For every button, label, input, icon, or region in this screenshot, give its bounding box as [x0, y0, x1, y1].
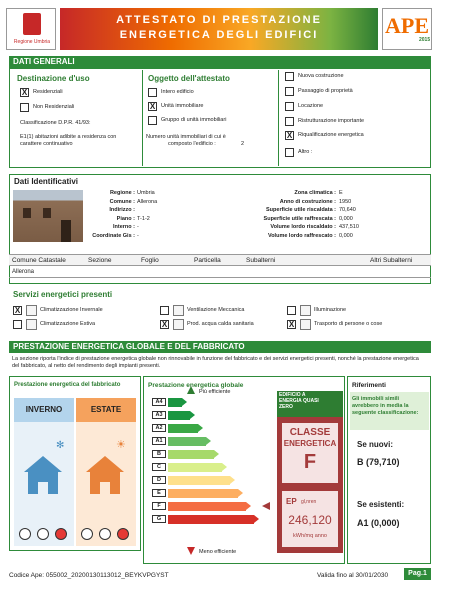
ident-left-value: T-1-2	[137, 215, 150, 222]
dati-generali-bar: DATI GENERALI	[9, 56, 431, 68]
non-residenziali-label: Non Residenziali	[33, 104, 75, 110]
globale-title: Prestazione energetica globale	[148, 382, 244, 389]
classificazione-label: Classificazione D.P.R. 41/93:	[20, 120, 91, 126]
scale-bar	[168, 463, 222, 472]
scale-bar	[168, 437, 206, 446]
servizi-label: Climatizzazione Invernale	[40, 307, 103, 313]
locazione-checkbox[interactable]	[285, 102, 294, 111]
ident-left-label: Indirizzo :	[109, 207, 135, 213]
estate-face-happy-icon	[81, 528, 93, 540]
servizi-title: Servizi energetici presenti	[13, 290, 113, 299]
numero-unita-value: 2	[241, 141, 245, 147]
scale-bar	[168, 424, 198, 433]
locazione-label: Locazione	[298, 103, 324, 109]
servizi-label: Ventilazione Meccanica	[187, 307, 245, 313]
title-line-2: ENERGETICA DEGLI EDIFICI	[119, 29, 319, 41]
numero-unita-label-1: Numero unità immobiliari di cui è	[146, 134, 226, 140]
classe-label-2: ENERGETICA	[283, 439, 337, 448]
residenziali-checkbox[interactable]: X	[21, 88, 28, 97]
photo-window	[43, 208, 51, 218]
meno-efficiente-label: Meno efficiente	[199, 549, 237, 555]
destinazione-title: Destinazione d'uso	[17, 74, 90, 83]
servizi-icon	[26, 319, 37, 330]
unita-immobiliare-label: Unità immobiliare	[161, 103, 204, 109]
servizi-icon	[300, 319, 311, 330]
altro-label: Altro :	[298, 149, 313, 155]
riqualificazione-label: Riqualificazione energetica	[298, 132, 364, 138]
inverno-face-neutral-icon	[37, 528, 49, 540]
ident-right-value: 1950	[339, 198, 352, 205]
estate-panel	[76, 398, 136, 546]
footer-page: Pag.1	[404, 568, 431, 580]
riqualificazione-checkbox[interactable]: X	[286, 131, 293, 140]
ident-left-value: Allerona	[137, 198, 158, 205]
photo-door	[61, 220, 71, 242]
photo-window	[23, 208, 31, 218]
prestazione-bar: PRESTAZIONE ENERGETICA GLOBALE E DEL FABBRICATO	[9, 341, 431, 353]
scale-class-label: E	[152, 489, 166, 497]
scale-bar	[168, 489, 238, 498]
ident-left-value: -	[137, 224, 139, 230]
ident-left-label: Piano :	[116, 215, 135, 222]
footer-codice: Codice Ape: 055002_20200130113012_BEYKVPGYST	[9, 572, 169, 579]
scale-bar	[168, 411, 190, 420]
ident-left-value: -	[137, 232, 139, 239]
intero-edificio-checkbox[interactable]	[148, 88, 157, 97]
scale-class-label: A3	[152, 411, 166, 419]
region-logo	[6, 8, 56, 50]
scale-class-label: B	[152, 450, 166, 458]
residenziali-label: Residenziali	[33, 89, 63, 95]
passaggio-proprieta-label: Passaggio di proprietà	[298, 88, 353, 94]
scale-class-label: A2	[152, 424, 166, 432]
non-residenziali-checkbox[interactable]	[20, 103, 29, 112]
quasi-zero-label: EDIFICIO A ENERGIA QUASI ZERO	[279, 392, 319, 410]
gruppo-unita-label: Gruppo di unità immobiliari	[161, 117, 227, 123]
riferimenti-title: Riferimenti	[352, 382, 386, 389]
intero-edificio-label: Intero edificio	[161, 89, 194, 95]
servizi-checkbox[interactable]: X	[14, 306, 21, 315]
current-class-marker	[262, 502, 270, 510]
dati-identificativi-title: Dati Identificativi	[14, 177, 79, 186]
estate-face-neutral-icon	[99, 528, 111, 540]
scale-bar	[168, 450, 214, 459]
piu-efficiente-label: Più efficiente	[199, 389, 231, 395]
catasto-value-row	[9, 266, 431, 278]
ape-logo	[382, 8, 432, 50]
region-emblem	[23, 13, 41, 35]
inverno-label: INVERNO	[25, 405, 63, 414]
divider-2	[278, 70, 279, 166]
scale-bar	[168, 502, 246, 511]
unita-immobiliare-checkbox[interactable]: X	[149, 102, 156, 111]
inverno-panel	[14, 398, 74, 546]
region-label: Regione Umbria	[13, 39, 51, 45]
scale-class-label: F	[152, 502, 166, 510]
ident-left-label: Interno :	[113, 224, 135, 230]
scale-class-label: C	[152, 463, 166, 471]
fabbricato-title: Prestazione energetica del fabbricato	[14, 382, 121, 388]
se-esistenti-value: A1 (0,000)	[357, 518, 400, 528]
classe-label-1: CLASSE	[289, 427, 331, 438]
servizi-label: Illuminazione	[314, 307, 347, 313]
ident-right-label: Volume lordo raffrescato :	[267, 232, 336, 239]
ident-right-value: 0,000	[339, 215, 353, 222]
ristrutturazione-checkbox[interactable]	[285, 117, 294, 126]
estate-house-icon	[86, 456, 124, 494]
scale-class-label: D	[152, 476, 166, 484]
catasto-header-cell: Particella	[194, 257, 221, 264]
servizi-icon	[26, 305, 37, 316]
title-banner	[60, 8, 378, 50]
divider-1	[142, 70, 143, 166]
servizi-checkbox[interactable]	[13, 320, 22, 329]
oggetto-title: Oggetto dell'attestato	[148, 74, 230, 83]
altro-checkbox[interactable]	[285, 148, 294, 157]
ident-left-label: Comune :	[109, 198, 135, 205]
ep-value: 246,120	[288, 513, 332, 527]
ape-logo-year: 2015	[419, 37, 431, 43]
catasto-header-cell: Comune Catastale	[12, 257, 66, 264]
inverno-face-sad-icon	[55, 528, 67, 540]
servizi-label: Prod. acqua calda sanitaria	[187, 321, 254, 327]
se-nuovi-value: B (79,710)	[357, 457, 400, 467]
title-line-1: ATTESTATO DI PRESTAZIONE	[116, 14, 322, 26]
footer-valido: Valida fino al 30/01/2030	[317, 572, 389, 579]
riferimenti-text: Gli immobili simili avrebbero in media la seguente classificazione:	[352, 396, 419, 416]
servizi-label: Trasporto di persone o cose	[314, 321, 383, 327]
ident-right-value: 437,510	[339, 224, 359, 230]
ep-sub: gl,nren	[301, 499, 317, 505]
ident-right-label: Superficie utile raffrescata :	[263, 215, 336, 222]
estate-face-sad-icon	[117, 528, 129, 540]
ident-right-label: Anno di costruzione :	[279, 198, 336, 205]
servizi-checkbox[interactable]: X	[161, 320, 168, 329]
se-esistenti-label: Se esistenti:	[357, 500, 405, 509]
catasto-header-cell: Subalterni	[246, 257, 276, 264]
inverno-face-happy-icon	[19, 528, 31, 540]
scale-bar	[168, 398, 182, 407]
ristrutturazione-label: Ristrutturazione importante	[298, 118, 365, 124]
piu-efficiente-arrow-icon	[187, 386, 195, 394]
classificazione-value: E1(1) abitazioni adibite a residenza con carattere continuativo	[20, 134, 117, 147]
ape-logo-text: APE	[385, 13, 429, 38]
servizi-checkbox[interactable]	[160, 306, 169, 315]
catasto-header-cell: Foglio	[141, 257, 159, 264]
catasto-value-cell: Allerona	[12, 269, 35, 275]
servizi-label: Climatizzazione Estiva	[40, 321, 96, 327]
ident-right-value: 70,640	[339, 207, 356, 213]
meno-efficiente-arrow-icon	[187, 547, 195, 555]
ident-left-label: Coordinate Gis :	[92, 232, 135, 239]
inverno-house-icon	[24, 456, 62, 494]
ident-right-label: Superficie utile riscaldata :	[266, 207, 336, 213]
ident-right-label: Volume lordo riscaldato :	[270, 224, 336, 230]
scale-bar	[168, 476, 230, 485]
ep-label: EP	[286, 497, 297, 506]
snowflake-icon: ✻	[56, 440, 65, 451]
ident-right-label: Zona climatica :	[294, 190, 336, 196]
scale-class-label: A1	[152, 437, 166, 445]
servizi-checkbox[interactable]: X	[288, 320, 295, 329]
classe-box	[277, 391, 343, 553]
ident-left-value: Umbria	[137, 190, 155, 196]
nuova-costruzione-checkbox[interactable]	[285, 72, 294, 81]
servizi-icon	[173, 319, 184, 330]
estate-label: ESTATE	[90, 405, 122, 414]
servizi-icon	[173, 305, 184, 316]
ident-left-label: Regione :	[109, 190, 135, 196]
ident-right-value: 0,000	[339, 232, 353, 239]
scale-bar	[168, 515, 254, 524]
sun-icon: ☀	[116, 439, 126, 451]
catasto-header-cell: Sezione	[88, 257, 112, 264]
scale-class-label: G	[152, 515, 166, 523]
catasto-header-cell: Altri Subalterni	[370, 257, 413, 264]
nuova-costruzione-label: Nuova costruzione	[298, 73, 344, 79]
gruppo-unita-checkbox[interactable]	[148, 116, 157, 125]
ep-unit: kWh/mq anno	[293, 533, 327, 539]
se-nuovi-label: Se nuovi:	[357, 440, 394, 449]
building-photo	[13, 190, 83, 242]
numero-unita-label-2: composto l'edificio :	[168, 141, 216, 147]
servizi-icon	[300, 305, 311, 316]
ident-right-value: E	[339, 190, 343, 196]
scale-class-label: A4	[152, 398, 166, 406]
prestazione-intro: La sezione riporta l'indice di prestazione energetica globale non rinnovabile in funzione del fabbricato e dei servizi energetici presenti, nonché la prestazione energetica del fabbricato, al netto del rendimento degli impianti presenti.	[12, 356, 419, 369]
passaggio-proprieta-checkbox[interactable]	[285, 87, 294, 96]
classe-value: F	[303, 451, 317, 473]
servizi-checkbox[interactable]	[287, 306, 296, 315]
